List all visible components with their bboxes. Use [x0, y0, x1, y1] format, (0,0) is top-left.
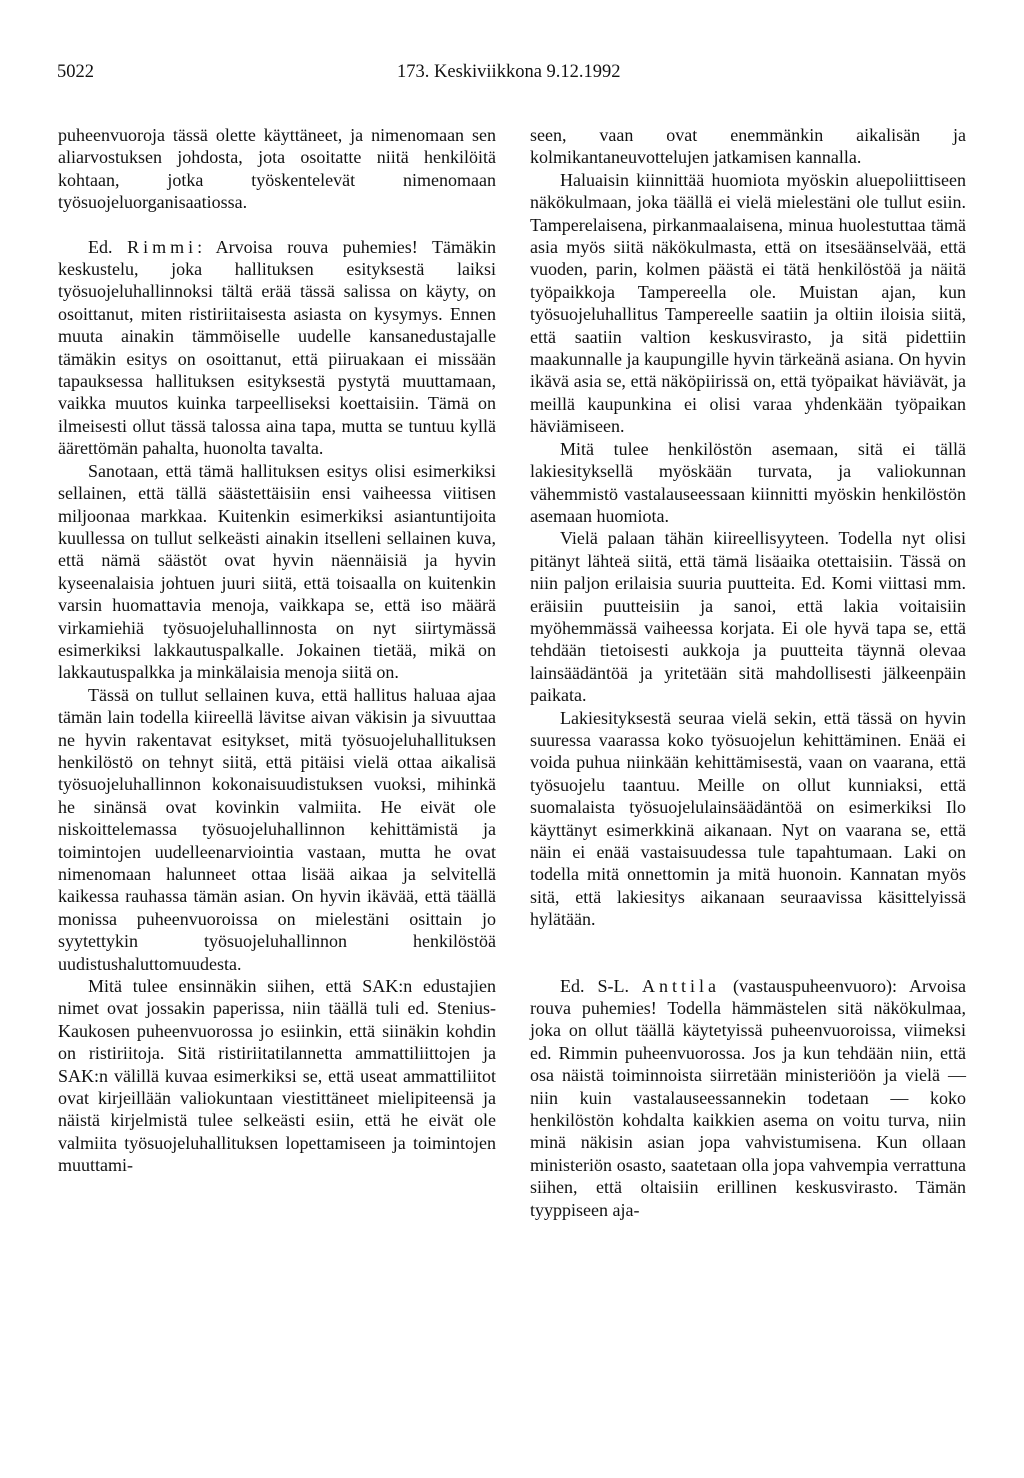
speech-text: (vastauspuheenvuoro): Arvoisa rouva puhemies! Todella hämmästelen sitä näkökulmaa, joka on ollut täällä käytetyissä puheenvuoroissa, viimeksi ed. Rimmin puheenvuorossa. Jos ja kun tehdään niin, että osa näistä toiminnoista siirretään ministeriöön ja vielä — niin kuin vastalauseessannekin todetaan — koko henkilöstön kohdalta kaikkien asema on voitu turva, niin minä näkisin asian jopa vahvistumisena. Kun ollaan ministeriön osasto, saatetaan olla jopa vahvempia verrattuna siihen, että oltaisiin erillinen keskusvirasto. Tämän tyyppiseen aja- — [530, 975, 967, 1220]
page-number: 5022 — [57, 62, 94, 82]
paragraph: Haluaisin kiinnittää huomiota myöskin aluepoliittiseen näkökulmaan, joka täällä ei vielä mielestäni ole tullut esiin. Tamperelaisena, pirkanmaalaisena, minua huolestuttaa tämä asia myös siitä näkökulmasta, että on itsesäänselvää, että vuoden, parin, kolmen päästä ei tätä henkilöstöä ja näitä työpaikkoja Tampereella ole. Muistan ajan, kun työsuojeluhallitus Tampereelle saatiin ja oltiin iloisia siitä, että saatiin valtion keskusvirasto, ja sitä pidettiin maakunnalle ja kaupungille hyvin tärkeänä asiana. On hyvin ikävä asia se, että näköpiirissä on, että työpaikat häviävät, ja meillä kaupunkina ei olisi varaa yhdenkään työpaikan häviämiseen. — [530, 169, 966, 437]
speaker-name: Rimmi — [127, 236, 198, 257]
page-header — [57, 62, 967, 86]
paragraph: Mitä tulee ensinnäkin siihen, että SAK:n edustajien nimet ovat jossakin paperissa, niin täällä tuli ed. Stenius-Kaukosen puheenvuorossa jo esiinkin, että siinäkin kohdin on ristiriitoja. Sitä ristiriitatilannetta ammattiliittojen ja SAK:n välillä kuvaa esimerkiksi se, että useat ammattiliitot ovat kirjeillään valiokuntaan viestittäneet mielipiteensä ja näistä kirjelmistä tulee selkeästi esiin, että he eivät ole valmiita työsuojeluhallituksen lopettamiseen ja toimintojen muuttami- — [58, 976, 496, 1176]
paragraph: Mitä tulee henkilöstön asemaan, sitä ei tällä lakiesityksellä myöskään turvata, ja valiokunnan vähemmistö vastalauseessaan kiinnitti myöskin henkilöstön asemaan huomiota. — [530, 438, 966, 526]
speaker-prefix: Ed. S-L. — [560, 975, 630, 996]
paragraph: seen, vaan ovat enemmänkin aikalisän ja kolmikantaneuvottelujen jatkamisen kannalla. — [530, 125, 966, 168]
speech-text: : Arvoisa rouva puhemies! Tämäkin keskustelu, joka hallituksen esityksestä laiksi työsuojeluhallinnoksi tältä erää tässä salissa on käyty, on osoittanut, miten ristiriitaisesta asiasta on kysymys. Ennen muuta ainakin tämmöiselle uudelle kansanedustajalle tämäkin esitys on osoittanut, että piiruakaan ei missään tapauksessa hallituksen esityksestä pystytä muuttamaan, vaikka muutos kuinka tarpeelliseksi koettaisiin. Tämä on ilmeisesti ollut tässä talossa aina tapa, mutta se tuntuu kyllä äärettömän pahalta, huonolta tavalta. — [58, 236, 497, 459]
speech-paragraph — [530, 975, 966, 1221]
header-title: 173. Keskiviikkona 9.12.1992 — [397, 62, 621, 82]
paragraph: Sanotaan, että tämä hallituksen esitys olisi esimerkiksi sellainen, että tällä säästettäisiin ensi vaiheessa viitisen miljoonaa markkaa. Kuitenkin esimerkiksi asiantuntijoita kuullessa on tullut selkeästi ainakin itselleni sellainen kuva, että nämä säästöt ovat hyvin näennäisiä ja hyvin kyseenalaisia johtuen juuri siitä, että toisaalla on kuitenkin varsin huomattavia menoja, vaikkapa se, että iso määrä virkamiehiä työsuojeluhallinnosta on nyt siirtymässä esimerkiksi lakkautuspalkalle. Jokainen tietää, mikä on lakkautuspalkka ja minkälaisia menoja siitä on. — [58, 460, 496, 683]
paragraph: puheenvuoroja tässä olette käyttäneet, ja nimenomaan sen aliarvostuksen johdosta, jota osoitatte niitä henkilöitä kohtaan, jotka työskentelevät nimenomaan työsuojeluorganisaatiossa. — [58, 125, 496, 213]
left-column — [58, 124, 496, 1177]
paragraph: Tässä on tullut sellainen kuva, että hallitus haluaa ajaa tämän lain todella kiireellä lävitse aivan väkisin ja sivuuttaa ne hyvin rakentavat esitykset, mitä työsuojeluhallituksen henkilöstö on tehnyt siitä, että pitäisi vielä ottaa aikalisä työsuojeluhallinnon kokonaisuudistuksen vuoksi, mihinkä he sinänsä ovat kovinkin valmiita. He eivät ole niskoittelemassa työsuojeluhallinnon kehittämistä ja toimintojen uudelleenarviointia vastaan, mutta he ovat nimenomaan halunneet ottaa lisää aikaa ja selvitellä kaikessa rauhassa tämän asian. On hyvin ikävää, että täällä monissa puheenvuoroissa on mielestäni osittain jo syytettykin työsuojeluhallinnon henkilöstöä uudistushaluttomuudesta. — [58, 684, 496, 974]
right-column — [530, 124, 966, 1221]
speaker-name: Anttila — [642, 975, 721, 996]
speech-paragraph — [58, 236, 496, 460]
paragraph: Vielä palaan tähän kiireellisyyteen. Todella nyt olisi pitänyt lähteä siitä, että tämä lisäaika otettaisiin. Tässä on niin paljon erilaisia suuria puutteita. Ed. Komi viittasi mm. eräisiin puutteisiin ja sanoi, että lakia voitaisiin myöhemmässä vaiheessa korjata. Ei ole hyvä tapa se, että tehdään tietoisesti aukkoja ja puutteita täynnä olevaa lainsäädäntöä ja yritetään sitä mahdollisesti jälkeenpäin paikata. — [530, 528, 966, 706]
paragraph: Lakiesityksestä seuraa vielä sekin, että tässä on hyvin suuressa vaarassa koko työsuojelun kehittäminen. Enää ei voida puhua niinkään kehittämisestä, vaan on vaarana, että työsuojelu taantuu. Meille on ollut kunniaksi, että suomalaista työsuojelulainsäädäntöä on esimerkiksi Ilo käyttänyt esimerkkinä aikanaan. Nyt on vaarana se, että näin ei enää vastaisuudessa tule tapahtumaan. Laki on todella mitä onnettomin ja mitä huonoin. Kannatan myös sitä, että lakiesitys aikanaan seuraavissa käsittelyissä hylätään. — [530, 707, 966, 930]
speaker-prefix: Ed. — [88, 236, 113, 257]
